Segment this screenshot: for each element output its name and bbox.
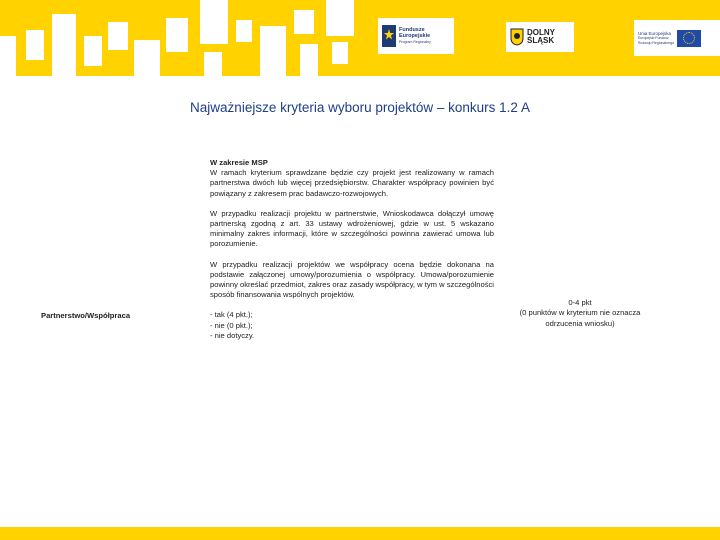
- logo-dolny-slask: [506, 22, 574, 52]
- logo-fe-line2: Europejskie: [399, 33, 431, 39]
- option-item: - tak (4 pkt.);: [210, 310, 253, 320]
- eagle-crest-icon: [510, 28, 524, 46]
- decor-square: [166, 18, 188, 52]
- scope-heading: W zakresie MSP: [210, 158, 268, 167]
- logo-fundusze-europejskie: [378, 18, 454, 54]
- description-paragraph-1: W ramach kryterium sprawdzane będzie czy projekt jest realizowany w ramach partnerstwa dwóch lub więcej przedsiębiorstw. Charakter współpracy powinien być powiązany z zakresem prac badawczo-rozwojowych.: [210, 168, 494, 198]
- decor-square: [332, 42, 348, 64]
- decor-square: [52, 14, 76, 76]
- logo-unia-europejska: [634, 20, 720, 56]
- decor-square: [260, 26, 286, 76]
- points-note: (0 punktów w kryterium nie oznacza odrzucenia wniosku): [519, 308, 641, 328]
- option-item: - nie (0 pkt.);: [210, 320, 253, 330]
- decor-square: [134, 40, 160, 76]
- logo-fe-line3: Program Regionalny: [399, 40, 431, 44]
- logo-ue-line2: Europejski Fundusz: [638, 35, 669, 40]
- decor-square: [294, 10, 314, 34]
- logo-ue-line3: Rozwoju Regionalnego: [638, 40, 674, 45]
- logo-ds-line1: DOLNY: [527, 28, 555, 37]
- options-list: [210, 310, 494, 341]
- points-range: 0-4 pkt: [568, 298, 592, 307]
- eu-flag-icon: [677, 30, 701, 47]
- fe-star-icon: [382, 25, 396, 47]
- decor-square: [204, 52, 222, 76]
- decor-square: [108, 22, 128, 50]
- logo-ue-line1: Unia Europejska: [638, 30, 672, 36]
- header-banner: [0, 0, 720, 76]
- decor-square: [26, 30, 44, 60]
- decor-square: [300, 44, 318, 76]
- criterion-name: Partnerstwo/Współpraca: [41, 311, 131, 320]
- logo-ds-line2: ŚLĄSK: [527, 36, 555, 45]
- description-paragraph-3: W przypadku realizacji projektów we współpracy ocena będzie dokonana na podstawie załączonej umowy/porozumienia o współpracy. Umowa/porozumienie powinny określać przedmiot, zakres oraz zasady współpracy, w tym w szczególności sposób finansowania wspólnych projektów.: [210, 259, 494, 300]
- decor-square: [200, 0, 228, 44]
- option-item: - nie dotyczy.: [210, 330, 255, 340]
- logo-fe-line1: Fundusze: [399, 27, 425, 33]
- decor-square: [0, 36, 16, 76]
- criterion-description: [210, 158, 494, 341]
- description-paragraph-2: W przypadku realizacji projektu w partnerstwie, Wnioskodawca dołączył umowę partnerską zgodną z art. 33 ustawy wdrożeniowej, gdzie w ust. 5 wskazano minimalny zakres informacji, które w szczególności powinna zawierać umowa lub porozumienie.: [210, 208, 494, 249]
- points-info: [502, 298, 658, 329]
- page-title: Najważniejsze kryteria wyboru projektów – konkurs 1.2 A: [190, 100, 530, 115]
- footer-bar: [0, 527, 720, 540]
- decor-square: [84, 36, 102, 66]
- decor-square: [326, 0, 354, 36]
- decor-square: [236, 20, 252, 42]
